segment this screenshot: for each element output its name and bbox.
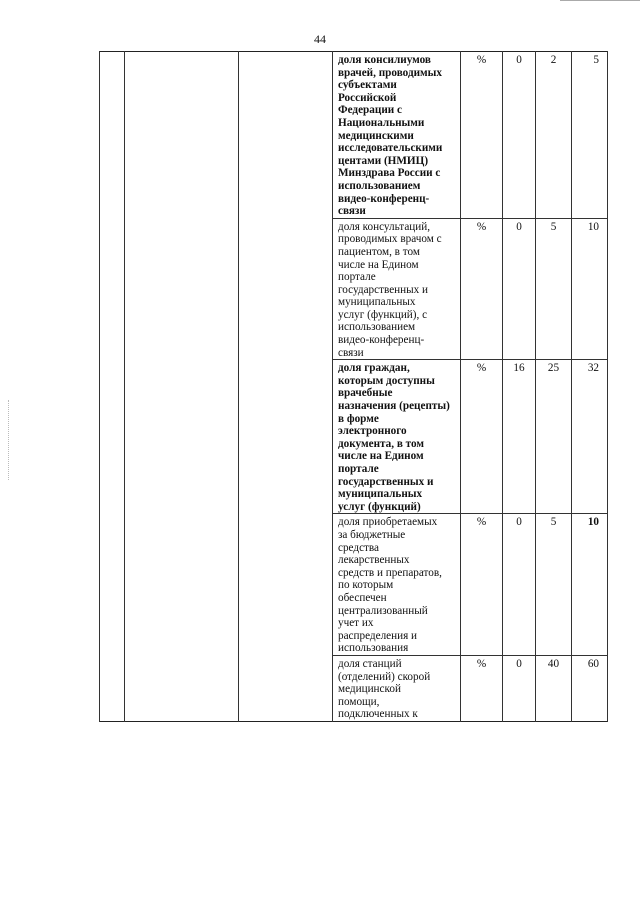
row-number-cell (100, 655, 125, 721)
indicator-cell (333, 218, 461, 360)
table-row (100, 52, 608, 219)
unit-cell: % (461, 52, 503, 219)
table-row (100, 360, 608, 514)
table-row (100, 514, 608, 656)
row-number-cell (100, 514, 125, 656)
project-cell (125, 655, 239, 721)
value-cell-2: 40 (536, 655, 572, 721)
indicator-text: доля станций (отделений) скорой медицинской помощи, подключенных к (338, 657, 431, 721)
project-cell (125, 218, 239, 360)
project-cell (125, 514, 239, 656)
value-cell-3: 5 (572, 52, 608, 219)
scan-edge-line (560, 0, 640, 2)
row-number-cell (100, 360, 125, 514)
value-cell-1: 0 (503, 218, 536, 360)
goal-cell (239, 514, 333, 656)
indicator-text: доля граждан, которым доступны врачебные назначения (рецепты) в форме электронного документа, в том числе на Едином портале государственных и муниципальных услуг (функций) (338, 362, 450, 513)
value-cell-2: 25 (536, 360, 572, 514)
indicators-table (99, 51, 608, 722)
value-cell-3: 60 (572, 655, 608, 721)
indicator-cell (333, 514, 461, 656)
unit-cell: % (461, 218, 503, 360)
indicator-cell (333, 655, 461, 721)
value-cell-1: 0 (503, 655, 536, 721)
goal-cell (239, 218, 333, 360)
scan-margin-mark (8, 400, 10, 480)
indicator-cell (333, 52, 461, 219)
goal-cell (239, 655, 333, 721)
unit-cell: % (461, 360, 503, 514)
value-cell-2: 5 (536, 514, 572, 656)
goal-cell (239, 360, 333, 514)
row-number-cell (100, 52, 125, 219)
unit-cell: % (461, 655, 503, 721)
page-number: 44 (314, 32, 326, 46)
value-cell-3: 10 (572, 218, 608, 360)
value-cell-2: 2 (536, 52, 572, 219)
value-cell-1: 16 (503, 360, 536, 514)
value-cell-1: 0 (503, 514, 536, 656)
indicator-text: доля консультаций, проводимых врачом с пациентом, в том числе на Едином портале государственных и муниципальных услуг (функций), с использованием видео-конференц- связи (338, 220, 442, 359)
table-row (100, 655, 608, 721)
table-row (100, 218, 608, 360)
goal-cell (239, 52, 333, 219)
value-cell-1: 0 (503, 52, 536, 219)
row-number-cell (100, 218, 125, 360)
value-cell-3: 32 (572, 360, 608, 514)
indicator-cell (333, 360, 461, 514)
value-cell-3: 10 (572, 514, 608, 656)
unit-cell: % (461, 514, 503, 656)
project-cell (125, 360, 239, 514)
indicator-text: доля приобретаемых за бюджетные средства лекарственных средств и препаратов, по которым обеспечен централизованный учет их распределения и использования (338, 516, 442, 655)
value-cell-2: 5 (536, 218, 572, 360)
indicator-text: доля консилиумов врачей, проводимых субъектами Российской Федерации с Национальными медицинскими исследовательскими центами (НМИЦ) Минздрава России с использованием видео-конференц- связи (338, 54, 443, 218)
project-cell (125, 52, 239, 219)
